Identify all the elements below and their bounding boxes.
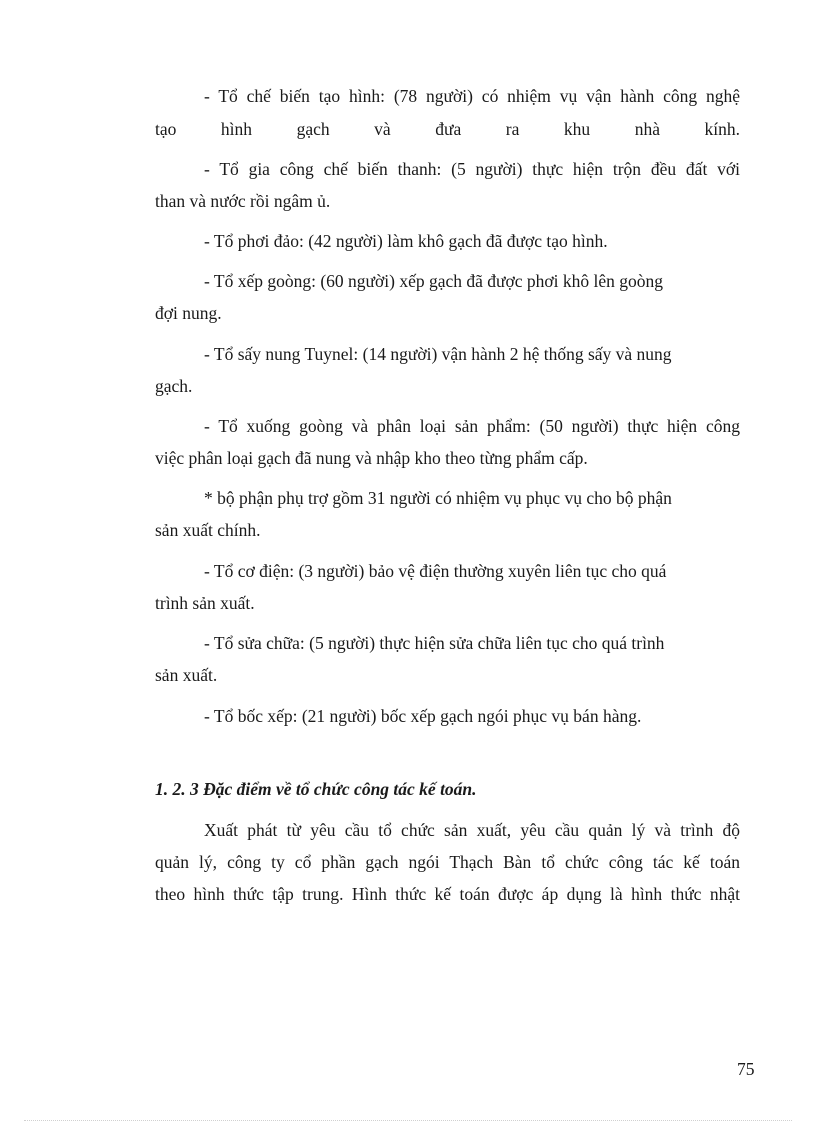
section-heading: 1. 2. 3 Đặc điểm về tổ chức công tác kế toán. <box>155 779 477 799</box>
text-line: việc phân loại gạch đã nung và nhập kho theo từng phẩm cấp. <box>155 448 588 468</box>
text-line: sản xuất chính. <box>155 520 261 540</box>
text-line: tạo hình gạch và đưa ra khu nhà kính. <box>155 119 740 139</box>
text-line: Xuất phát từ yêu cầu tổ chức sản xuất, yêu cầu quản lý và trình độ <box>204 820 740 840</box>
text-line: - Tổ sấy nung Tuynel: (14 người) vận hành 2 hệ thống sấy và nung <box>204 344 672 364</box>
text-line: quản lý, công ty cổ phần gạch ngói Thạch Bàn tổ chức công tác kế toán <box>155 852 740 872</box>
footer-divider <box>24 1120 792 1121</box>
text-line: - Tổ chế biến tạo hình: (78 người) có nhiệm vụ vận hành công nghệ <box>204 86 740 106</box>
text-line: * bộ phận phụ trợ gồm 31 người có nhiệm vụ phục vụ cho bộ phận <box>204 488 672 508</box>
text-line: - Tổ phơi đảo: (42 người) làm khô gạch đã được tạo hình. <box>204 231 608 251</box>
page-number: 75 <box>737 1059 755 1079</box>
text-line: - Tổ xuống goòng và phân loại sản phẩm: (50 người) thực hiện công <box>204 416 740 436</box>
text-line: - Tổ sửa chữa: (5 người) thực hiện sửa chữa liên tục cho quá trình <box>204 633 665 653</box>
text-line: than và nước rồi ngâm ủ. <box>155 191 331 211</box>
text-line: - Tổ bốc xếp: (21 người) bốc xếp gạch ngói phục vụ bán hàng. <box>204 706 642 726</box>
text-line: gạch. <box>155 376 193 396</box>
text-line: - Tổ cơ điện: (3 người) bảo vệ điện thường xuyên liên tục cho quá <box>204 561 667 581</box>
text-line: theo hình thức tập trung. Hình thức kế toán được áp dụng là hình thức nhật <box>155 884 740 904</box>
text-line: - Tổ gia công chế biến thanh: (5 người) thực hiện trộn đều đất với <box>204 159 740 179</box>
text-line: sản xuất. <box>155 665 218 685</box>
text-line: - Tổ xếp goòng: (60 người) xếp gạch đã được phơi khô lên goòng <box>204 271 664 291</box>
text-line: đợi nung. <box>155 303 222 323</box>
text-line: trình sản xuất. <box>155 593 255 613</box>
